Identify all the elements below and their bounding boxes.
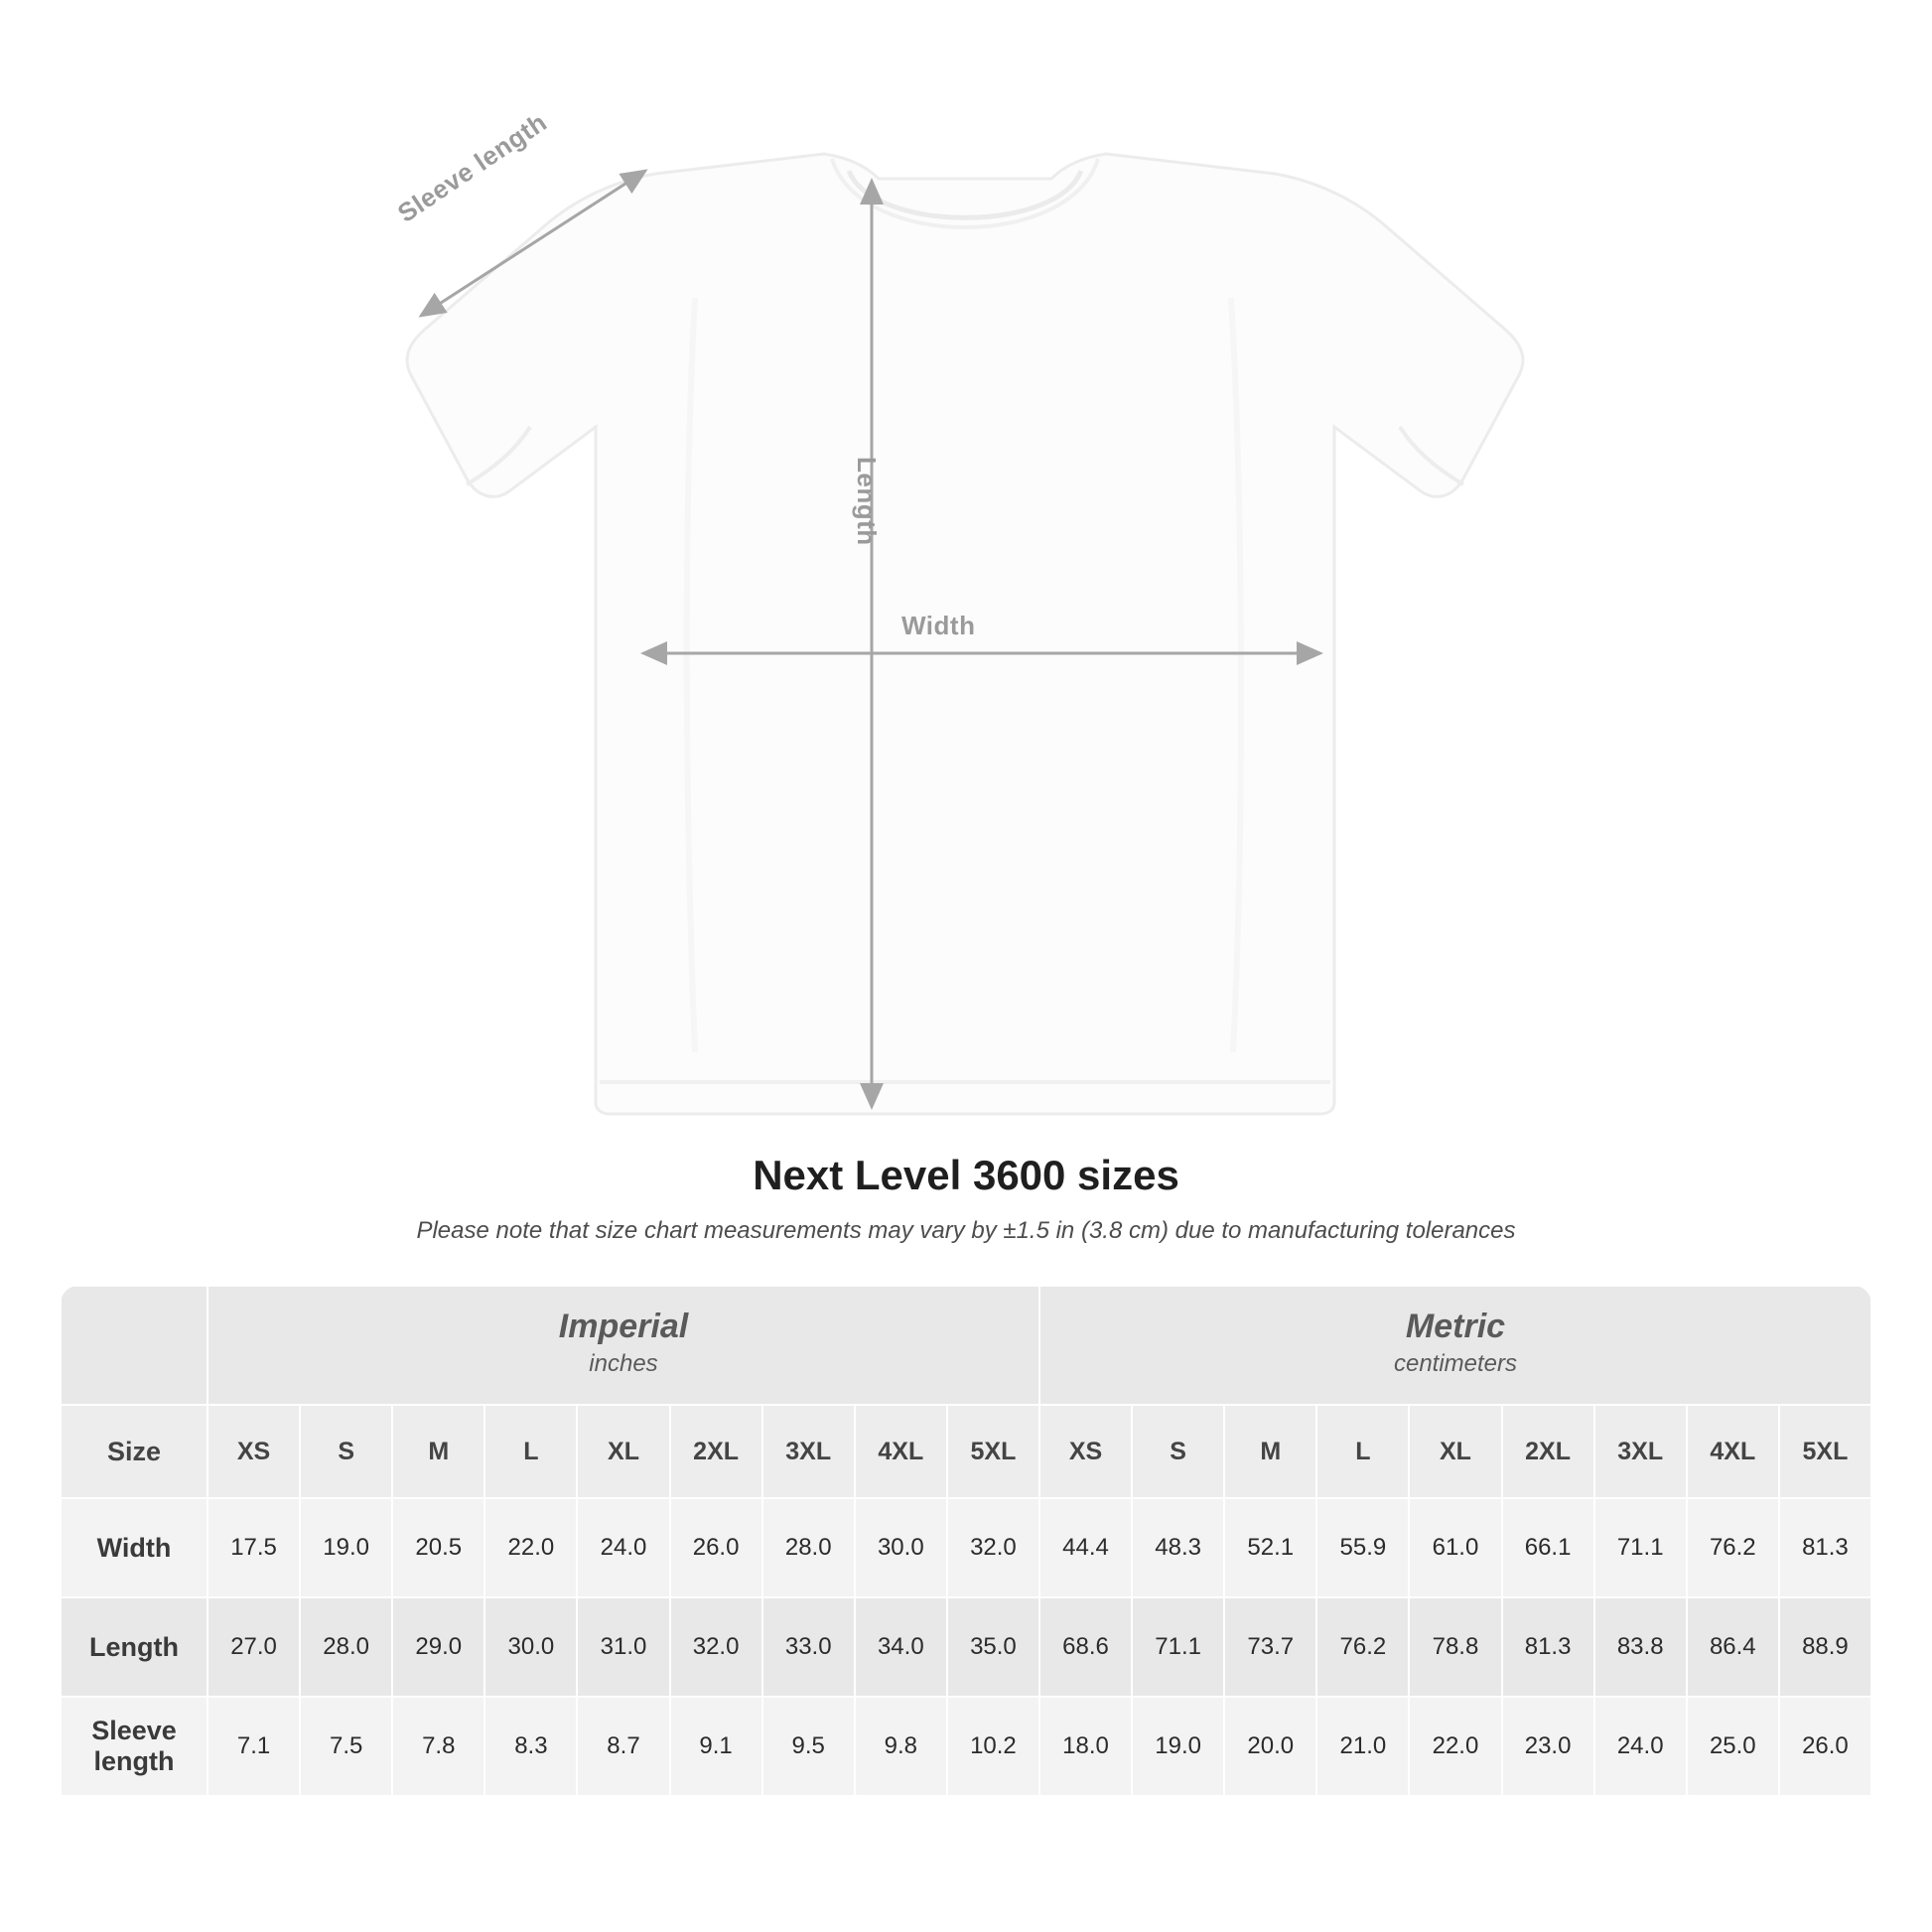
length-label: Length [852, 457, 882, 546]
unit-sub-metric: centimeters [1393, 1349, 1518, 1377]
cell-sleeve-0: 7.1 [207, 1697, 300, 1796]
size-col-0: XS [207, 1405, 300, 1498]
size-col-2: M [392, 1405, 484, 1498]
cell-width-1: 19.0 [300, 1498, 392, 1597]
cell-width-16: 76.2 [1687, 1498, 1779, 1597]
row-label-length: Length [61, 1597, 207, 1697]
cell-length-9: 68.6 [1039, 1597, 1132, 1697]
size-col-4: XL [577, 1405, 669, 1498]
cell-width-11: 52.1 [1224, 1498, 1316, 1597]
cell-length-5: 32.0 [670, 1597, 762, 1697]
cell-sleeve-17: 26.0 [1779, 1697, 1871, 1796]
tolerance-note: Please note that size chart measurements may vary by ±1.5 in (3.8 cm) due to manufacturing tolerances [416, 1217, 1516, 1244]
unit-sub-imperial: inches [589, 1349, 658, 1377]
cell-length-17: 88.9 [1779, 1597, 1871, 1697]
unit-header-imperial [207, 1286, 1039, 1405]
cell-width-0: 17.5 [207, 1498, 300, 1597]
size-col-15: 3XL [1594, 1405, 1687, 1498]
cell-sleeve-11: 20.0 [1224, 1697, 1316, 1796]
cell-width-10: 48.3 [1132, 1498, 1224, 1597]
cell-sleeve-6: 9.5 [762, 1697, 855, 1796]
cell-width-8: 32.0 [947, 1498, 1039, 1597]
cell-sleeve-9: 18.0 [1039, 1697, 1132, 1796]
cell-length-1: 28.0 [300, 1597, 392, 1697]
cell-sleeve-14: 23.0 [1502, 1697, 1594, 1796]
size-col-14: 2XL [1502, 1405, 1594, 1498]
unit-name-imperial: Imperial [558, 1308, 689, 1346]
size-col-16: 4XL [1687, 1405, 1779, 1498]
title-block [0, 1152, 1932, 1245]
row-label-sleeve-length: Sleeve length [61, 1697, 207, 1796]
cell-width-14: 66.1 [1502, 1498, 1594, 1597]
size-col-13: XL [1409, 1405, 1501, 1498]
cell-length-0: 27.0 [207, 1597, 300, 1697]
size-col-9: XS [1039, 1405, 1132, 1498]
cell-sleeve-2: 7.8 [392, 1697, 484, 1796]
cell-sleeve-10: 19.0 [1132, 1697, 1224, 1796]
cell-length-16: 86.4 [1687, 1597, 1779, 1697]
size-col-8: 5XL [947, 1405, 1039, 1498]
cell-sleeve-7: 9.8 [855, 1697, 947, 1796]
size-col-10: S [1132, 1405, 1224, 1498]
cell-width-4: 24.0 [577, 1498, 669, 1597]
cell-length-11: 73.7 [1224, 1597, 1316, 1697]
sleeve-length-label: Sleeve length [392, 106, 553, 228]
unit-name-metric: Metric [1405, 1308, 1506, 1346]
cell-sleeve-12: 21.0 [1316, 1697, 1409, 1796]
page-title: Next Level 3600 sizes [753, 1152, 1179, 1198]
cell-length-13: 78.8 [1409, 1597, 1501, 1697]
unit-header-corner [61, 1286, 207, 1405]
size-col-1: S [300, 1405, 392, 1498]
cell-length-8: 35.0 [947, 1597, 1039, 1697]
cell-sleeve-15: 24.0 [1594, 1697, 1687, 1796]
size-table-wrap [60, 1285, 1872, 1797]
size-col-17: 5XL [1779, 1405, 1871, 1498]
cell-length-2: 29.0 [392, 1597, 484, 1697]
cell-width-7: 30.0 [855, 1498, 947, 1597]
cell-width-13: 61.0 [1409, 1498, 1501, 1597]
table-row [61, 1697, 1871, 1796]
unit-header-row [61, 1286, 1871, 1405]
cell-width-15: 71.1 [1594, 1498, 1687, 1597]
cell-width-3: 22.0 [484, 1498, 577, 1597]
size-col-3: L [484, 1405, 577, 1498]
cell-sleeve-4: 8.7 [577, 1697, 669, 1796]
cell-width-12: 55.9 [1316, 1498, 1409, 1597]
cell-width-6: 28.0 [762, 1498, 855, 1597]
row-label-width: Width [61, 1498, 207, 1597]
cell-width-17: 81.3 [1779, 1498, 1871, 1597]
size-col-11: M [1224, 1405, 1316, 1498]
cell-length-3: 30.0 [484, 1597, 577, 1697]
row-header-size: Size [61, 1405, 207, 1498]
cell-width-5: 26.0 [670, 1498, 762, 1597]
cell-length-4: 31.0 [577, 1597, 669, 1697]
cell-length-14: 81.3 [1502, 1597, 1594, 1697]
cell-length-12: 76.2 [1316, 1597, 1409, 1697]
width-label: Width [901, 611, 976, 640]
cell-length-10: 71.1 [1132, 1597, 1224, 1697]
cell-sleeve-13: 22.0 [1409, 1697, 1501, 1796]
cell-sleeve-8: 10.2 [947, 1697, 1039, 1796]
cell-length-6: 33.0 [762, 1597, 855, 1697]
cell-length-15: 83.8 [1594, 1597, 1687, 1697]
cell-sleeve-5: 9.1 [670, 1697, 762, 1796]
size-chart-table [60, 1285, 1872, 1797]
table-row [61, 1597, 1871, 1697]
cell-sleeve-16: 25.0 [1687, 1697, 1779, 1796]
size-col-12: L [1316, 1405, 1409, 1498]
size-header-row [61, 1405, 1871, 1498]
cell-width-9: 44.4 [1039, 1498, 1132, 1597]
cell-sleeve-1: 7.5 [300, 1697, 392, 1796]
cell-sleeve-3: 8.3 [484, 1697, 577, 1796]
unit-header-metric [1039, 1286, 1871, 1405]
size-col-5: 2XL [670, 1405, 762, 1498]
size-col-7: 4XL [855, 1405, 947, 1498]
table-row [61, 1498, 1871, 1597]
cell-width-2: 20.5 [392, 1498, 484, 1597]
size-col-6: 3XL [762, 1405, 855, 1498]
cell-length-7: 34.0 [855, 1597, 947, 1697]
